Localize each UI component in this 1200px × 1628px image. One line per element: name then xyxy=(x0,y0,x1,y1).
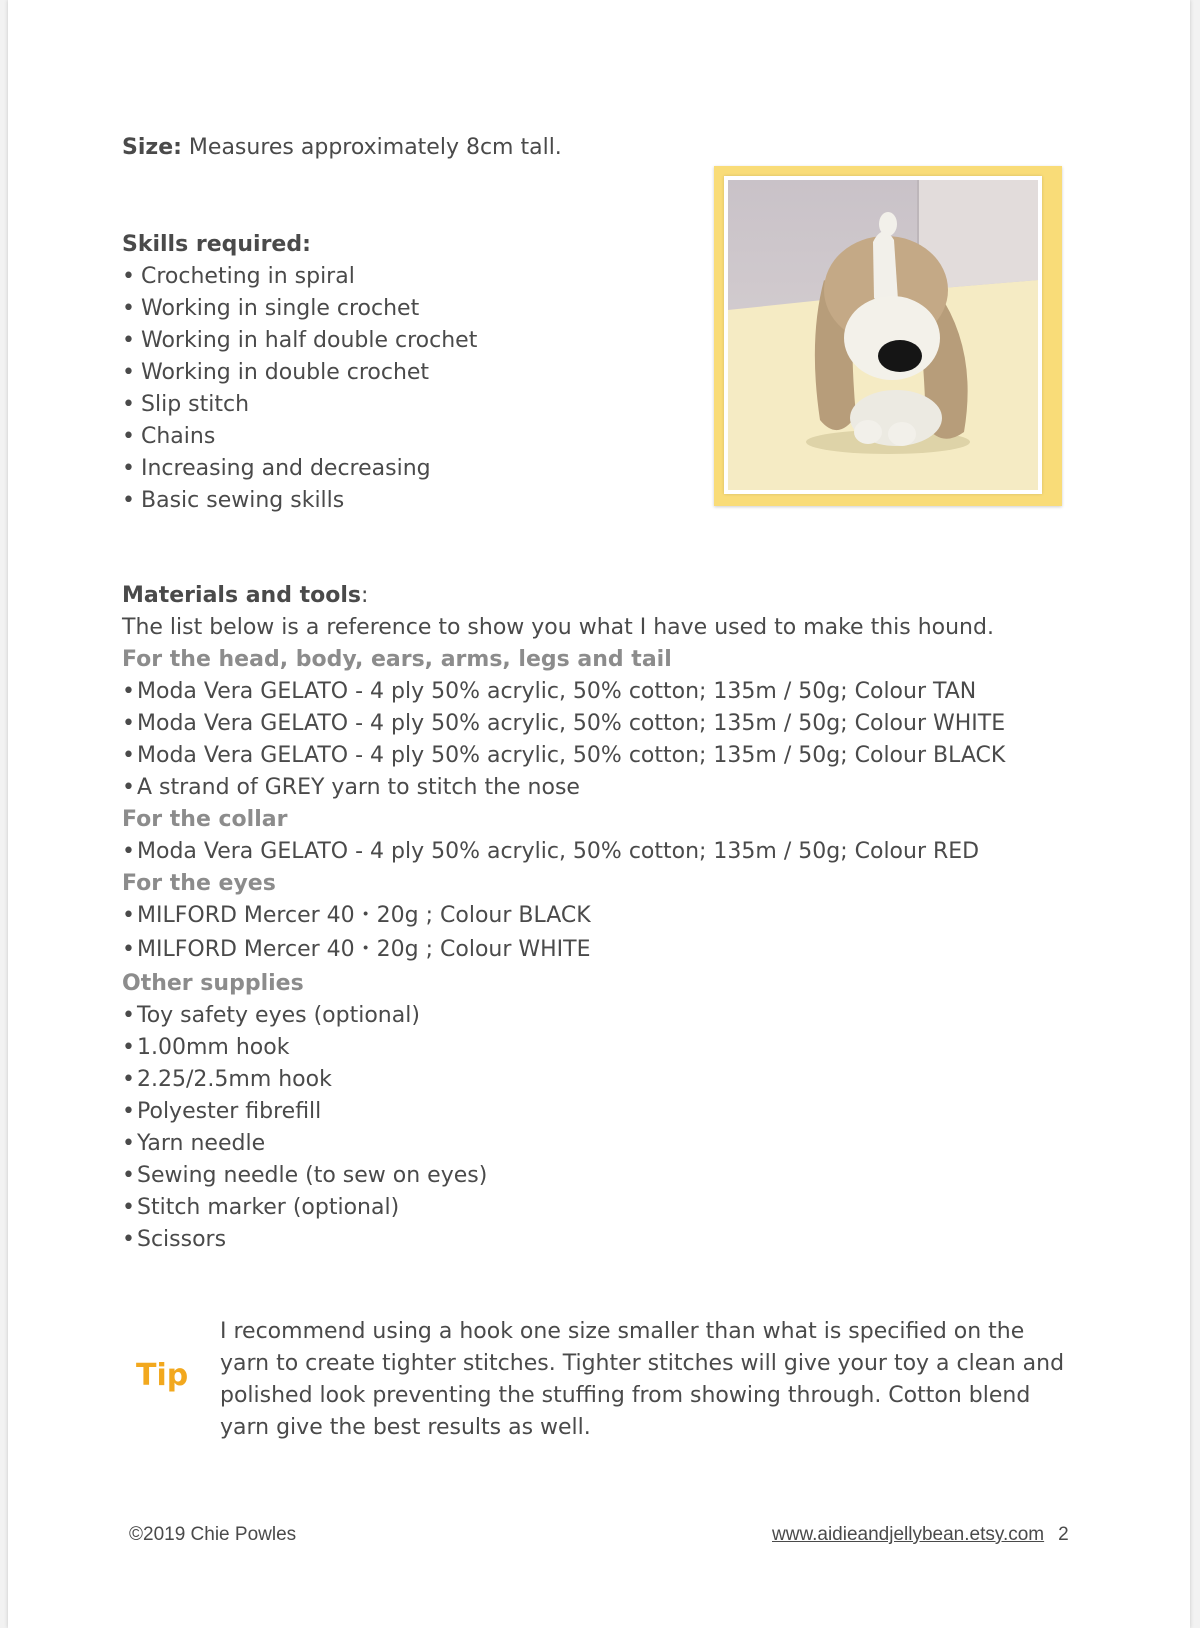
skills-list xyxy=(122,261,682,517)
materials-collar-list xyxy=(122,836,1042,868)
footer-copyright: ©2019 Chie Powles xyxy=(129,1524,297,1545)
size-text: Measures approximately 8cm tall. xyxy=(188,135,562,160)
tip-text xyxy=(220,1316,1065,1444)
list-item: •Polyester fibrefill xyxy=(122,1099,322,1124)
tip-line: I recommend using a hook one size smaller than what is specified on the xyxy=(220,1319,1025,1344)
list-item: • Basic sewing skills xyxy=(122,488,345,513)
subhead-collar: For the collar xyxy=(122,807,288,832)
list-item: •Stitch marker (optional) xyxy=(122,1195,400,1220)
tip-line: yarn to create tighter stitches. Tighter stitches will give your toy a clean and xyxy=(220,1351,1065,1376)
list-item: •MILFORD Mercer 40・20g ; Colour BLACK xyxy=(122,903,591,928)
list-item: • Working in half double crochet xyxy=(122,328,478,353)
list-item: • Increasing and decreasing xyxy=(122,456,431,481)
list-item: •Moda Vera GELATO - 4 ply 50% acrylic, 50% cotton; 135m / 50g; Colour BLACK xyxy=(122,743,1006,768)
skills-section xyxy=(122,229,682,517)
list-item: •2.25/2.5mm hook xyxy=(122,1067,332,1092)
tip-line: yarn give the best results as well. xyxy=(220,1415,591,1440)
crochet-dog-illustration xyxy=(728,180,1038,490)
etsy-shop-link[interactable]: www.aidieandjellybean.etsy.com xyxy=(772,1524,1045,1545)
materials-eyes-list xyxy=(122,900,1042,968)
list-item: • Chains xyxy=(122,424,216,449)
list-item: •Moda Vera GELATO - 4 ply 50% acrylic, 50% cotton; 135m / 50g; Colour RED xyxy=(122,839,980,864)
subhead-body: For the head, body, ears, arms, legs and tail xyxy=(122,647,672,672)
list-item: • Working in single crochet xyxy=(122,296,420,321)
tip-label: Tip xyxy=(136,1358,189,1393)
materials-section xyxy=(122,580,1042,1256)
list-item: • Working in double crochet xyxy=(122,360,430,385)
skills-heading: Skills required: xyxy=(122,232,311,257)
subhead-other: Other supplies xyxy=(122,971,304,996)
list-item: •MILFORD Mercer 40・20g ; Colour WHITE xyxy=(122,937,591,962)
product-photo xyxy=(724,176,1042,494)
materials-heading: Materials and tools: xyxy=(122,583,369,608)
photo-frame xyxy=(714,166,1062,506)
materials-other-list xyxy=(122,1000,1042,1256)
list-item: •A strand of GREY yarn to stitch the nose xyxy=(122,775,580,800)
materials-intro: The list below is a reference to show you what I have used to make this hound. xyxy=(122,615,994,640)
size-line xyxy=(122,132,562,164)
list-item: • Crocheting in spiral xyxy=(122,264,355,289)
document-page xyxy=(8,0,1190,1628)
subhead-eyes: For the eyes xyxy=(122,871,276,896)
materials-body-list xyxy=(122,676,1042,804)
list-item: •Yarn needle xyxy=(122,1131,266,1156)
page-number: 2 xyxy=(1058,1524,1069,1545)
list-item: •Sewing needle (to sew on eyes) xyxy=(122,1163,488,1188)
list-item: •Toy safety eyes (optional) xyxy=(122,1003,420,1028)
footer-right xyxy=(772,1524,1069,1546)
list-item: •Scissors xyxy=(122,1227,227,1252)
list-item: • Slip stitch xyxy=(122,392,250,417)
list-item: •Moda Vera GELATO - 4 ply 50% acrylic, 50% cotton; 135m / 50g; Colour TAN xyxy=(122,679,977,704)
list-item: •1.00mm hook xyxy=(122,1035,290,1060)
tip-line: polished look preventing the stuffing from showing through. Cotton blend xyxy=(220,1383,1031,1408)
size-label: Size: xyxy=(122,135,182,160)
list-item: •Moda Vera GELATO - 4 ply 50% acrylic, 50% cotton; 135m / 50g; Colour WHITE xyxy=(122,711,1006,736)
